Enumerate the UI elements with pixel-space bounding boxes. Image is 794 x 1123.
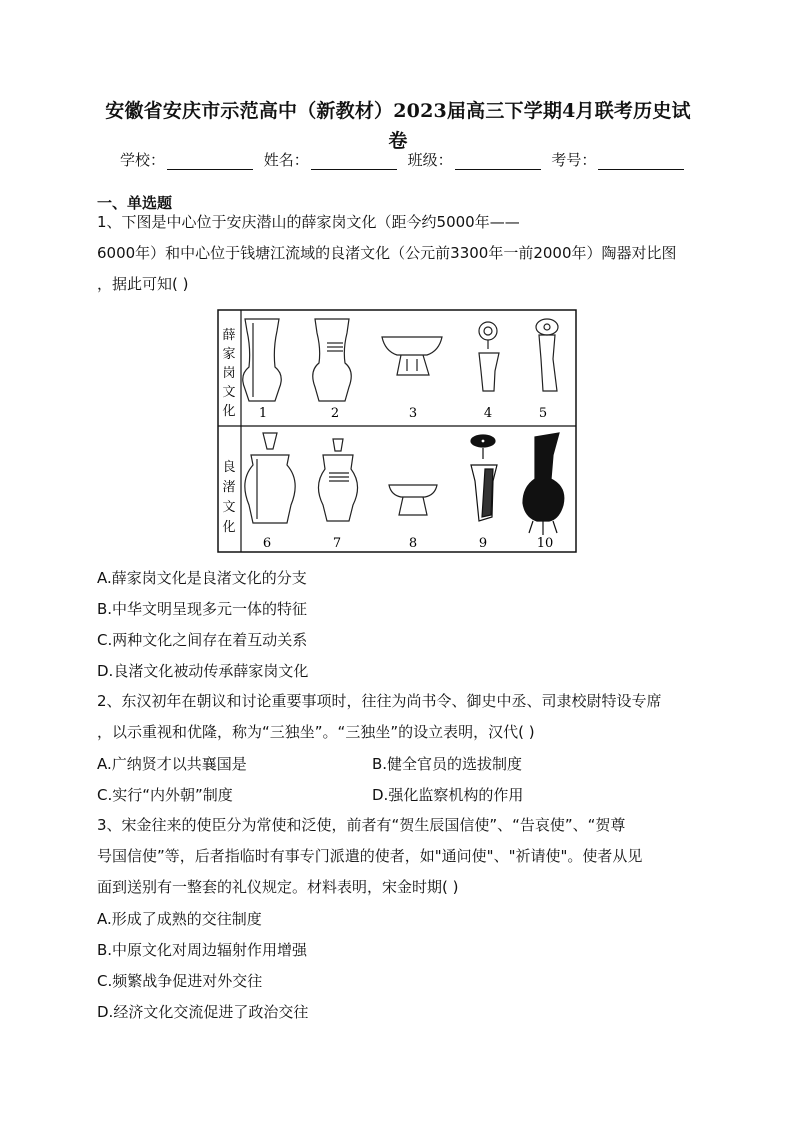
row1-label-char-5: 化 <box>222 404 236 419</box>
pot-number-9: 9 <box>478 536 488 551</box>
exam-number-label: 考号： <box>551 151 597 169</box>
q3-option-d[interactable]: D.经济文化交流促进了政治交往 <box>97 1003 309 1021</box>
pottery-comparison-figure <box>217 309 577 553</box>
pot-number-6: 6 <box>262 536 272 551</box>
q2-line-1: 2、东汉初年在朝议和讨论重要事项时，往往为尚书令、御史中丞、司隶校尉特设专席 <box>97 692 662 710</box>
q3-option-b[interactable]: B.中原文化对周边辐射作用增强 <box>97 941 308 959</box>
q1-line-2: 6000年）和中心位于钱塘江流域的良渚文化（公元前3300年一前2000年）陶器对比图 <box>97 244 677 262</box>
class-blank[interactable] <box>455 155 541 170</box>
school-field[interactable] <box>120 150 253 170</box>
exam-title <box>92 96 704 156</box>
school-label: 学校： <box>120 151 166 169</box>
name-field[interactable] <box>264 150 397 170</box>
q1-option-b[interactable]: B.中华文明呈现多元一体的特征 <box>97 600 308 618</box>
exam-number-blank[interactable] <box>598 155 684 170</box>
q2-option-a[interactable]: A.广纳贤才以共襄国是 <box>97 755 247 773</box>
school-blank[interactable] <box>167 155 253 170</box>
pot-number-3: 3 <box>408 406 418 421</box>
q1-line-1: 1、下图是中心位于安庆潜山的薛家岗文化（距今约5000年—— <box>97 213 520 231</box>
class-field[interactable] <box>408 150 541 170</box>
q2-option-b[interactable]: B.健全官员的选拔制度 <box>372 755 523 773</box>
title-line-1: 安徽省安庆市示范高中（新教材）2023届高三下学期4月联考历史试 <box>105 100 691 122</box>
title-line-2: 卷 <box>388 130 408 152</box>
row2-label-char-3: 文 <box>222 500 236 515</box>
pot-number-4: 4 <box>483 406 493 421</box>
row1-label-char-1: 薛 <box>222 328 236 343</box>
row2-label-char-1: 良 <box>222 460 236 475</box>
pot-number-8: 8 <box>408 536 418 551</box>
q1-line-3: ，据此可知( ) <box>97 275 189 293</box>
section-heading: 一、单选题 <box>97 194 173 212</box>
row2-label-char-4: 化 <box>222 520 236 535</box>
row1-label-char-3: 岗 <box>222 366 236 381</box>
pot-number-5: 5 <box>538 406 548 421</box>
class-label: 班级： <box>407 151 453 169</box>
q3-option-a[interactable]: A.形成了成熟的交往制度 <box>97 910 262 928</box>
q3-line-1: 3、宋金往来的使臣分为常使和泛使，前者有“贺生辰国信使”、“告哀使”、“贺尊 <box>97 816 626 834</box>
q3-option-c[interactable]: C.频繁战争促进对外交往 <box>97 972 263 990</box>
q1-option-d[interactable]: D.良渚文化被动传承薛家岗文化 <box>97 662 309 680</box>
row1-label-char-2: 家 <box>222 347 236 362</box>
row1-label-char-4: 文 <box>222 385 236 400</box>
student-info-row <box>120 150 680 170</box>
pot-number-2: 2 <box>330 406 340 421</box>
exam-number-field[interactable] <box>551 150 684 170</box>
name-label: 姓名： <box>263 151 309 169</box>
pot-number-1: 1 <box>258 406 268 421</box>
pot-number-10: 10 <box>536 536 554 551</box>
name-blank[interactable] <box>311 155 397 170</box>
q3-line-2: 号国信使”等，后者指临时有事专门派遣的使者，如"通问使"、"祈请使"。使者从见 <box>97 847 643 865</box>
q3-line-3: 面到送别有一整套的礼仪规定。材料表明，宋金时期( ) <box>97 878 459 896</box>
q1-option-a[interactable]: A.薛家岗文化是良渚文化的分支 <box>97 569 307 587</box>
q2-option-d[interactable]: D.强化监察机构的作用 <box>372 786 524 804</box>
q2-option-c[interactable]: C.实行“内外朝”制度 <box>97 786 233 804</box>
pot-number-7: 7 <box>332 536 342 551</box>
q2-line-2: ，以示重视和优隆，称为“三独坐”。“三独坐”的设立表明，汉代( ) <box>97 723 535 741</box>
row2-label-char-2: 渚 <box>222 480 236 495</box>
q1-option-c[interactable]: C.两种文化之间存在着互动关系 <box>97 631 308 649</box>
